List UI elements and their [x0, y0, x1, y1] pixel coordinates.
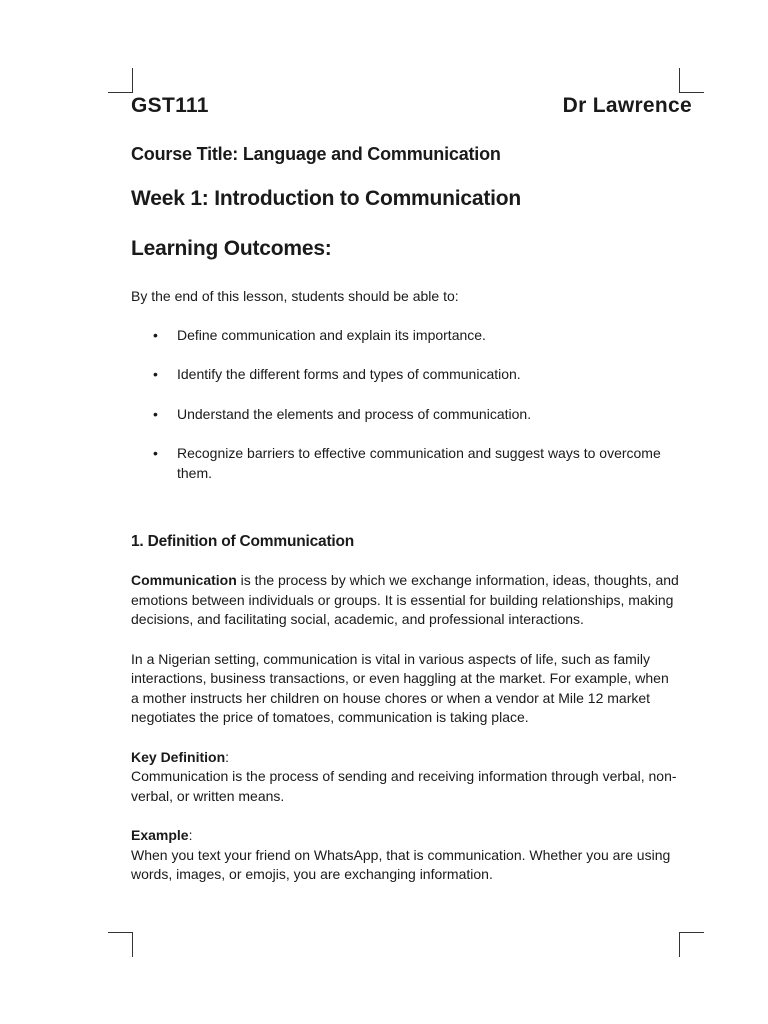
- list-item-text: Understand the elements and process of communication.: [177, 405, 532, 422]
- definition-paragraph: [131, 571, 679, 630]
- key-definition-text: Communication is the process of sending and receiving information through verbal, non-verbal, or written means.: [131, 768, 677, 804]
- crop-mark-bottom-right: [679, 932, 704, 957]
- key-definition-colon: :: [225, 748, 230, 765]
- key-definition-block: [131, 748, 679, 807]
- definition-term: Communication: [131, 572, 237, 588]
- example-label: Example: [131, 827, 189, 843]
- crop-mark-top-right: [679, 68, 704, 93]
- example-label-line: [131, 826, 679, 846]
- example-text: When you text your friend on WhatsApp, that is communication. Whether you are using words, images, or emojis, you are exchanging information.: [131, 846, 671, 882]
- document-page: [131, 92, 692, 885]
- list-item-text: Recognize barriers to effective communication and suggest ways to overcome them.: [177, 445, 661, 481]
- definition-text: is the process by which we exchange information, ideas, thoughts, and emotions between individuals or groups. It is essential for building relationships, making decisions, and facilitating social, academic, and professional interactions.: [131, 572, 679, 627]
- bullet-icon: •: [153, 366, 158, 382]
- list-item: [131, 404, 679, 424]
- key-definition-label-line: [131, 748, 679, 768]
- week-title: Week 1: Introduction to Communication: [131, 187, 522, 210]
- bullet-icon: •: [153, 326, 158, 343]
- bullet-icon: •: [153, 405, 158, 422]
- list-item-text: Define communication and explain its importance.: [177, 326, 486, 343]
- section-heading-definition: 1. Definition of Communication: [131, 533, 355, 550]
- list-item-text: Identify the different forms and types of communication.: [177, 366, 521, 382]
- course-code: GST111: [131, 94, 209, 117]
- list-item: [131, 325, 679, 345]
- lecturer-name: Dr Lawrence: [562, 94, 692, 117]
- bullet-icon: •: [153, 445, 158, 461]
- learning-outcomes-list: [131, 325, 679, 484]
- learning-outcomes-intro: By the end of this lesson, students should be able to:: [131, 288, 459, 304]
- learning-outcomes-heading: Learning Outcomes:: [131, 237, 332, 260]
- crop-mark-top-left: [108, 68, 133, 93]
- example-colon: :: [188, 827, 193, 843]
- course-title: Course Title: Language and Communication: [131, 144, 501, 164]
- list-item: [131, 364, 679, 384]
- document-header: [131, 94, 692, 118]
- list-item: [131, 443, 679, 483]
- example-block: [131, 826, 679, 885]
- nigerian-setting-paragraph: In a Nigerian setting, communication is vital in various aspects of life, such as family interactions, business transactions, or even haggling at the market. For example, when a mother instructs her children on house chores or when a vendor at Mile 12 market negotiates the price of tomatoes, communication is taking place.: [131, 650, 669, 725]
- key-definition-label: Key Definition: [131, 748, 226, 765]
- crop-mark-bottom-left: [108, 932, 133, 957]
